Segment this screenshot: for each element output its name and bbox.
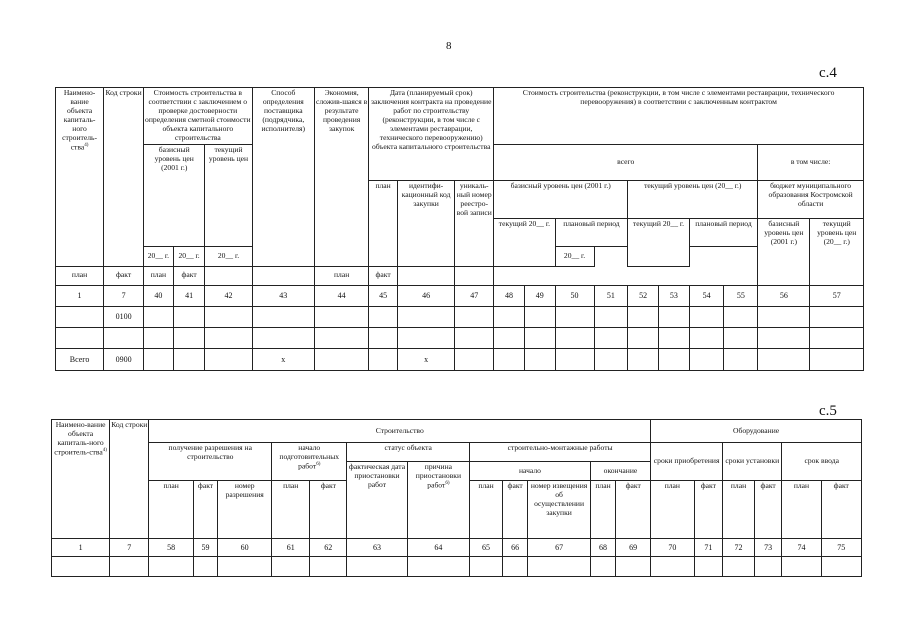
column-number: 67 — [528, 539, 590, 557]
table-row: Всего 0900 x x — [56, 348, 864, 370]
column-number: 56 — [758, 285, 810, 306]
header-name: Наимено-вание объекта капиталь-ного строитель-ства$^{4)}$ — [56, 88, 104, 267]
column-number: 58 — [149, 539, 193, 557]
column-number: 54 — [689, 285, 724, 306]
header-fact: факт — [173, 266, 205, 285]
header-base-level-2001: базисный уровень цен (2001 г.) — [494, 180, 628, 218]
column-number: 72 — [723, 539, 755, 557]
header-plan: план — [369, 180, 398, 266]
header-suspend-reason: причина приостановки работ$^{6)}$ — [407, 462, 469, 539]
header-install-terms: сроки установки — [723, 443, 782, 481]
column-number: 47 — [455, 285, 494, 306]
header-method: Способ определения поставщика (подрядчика, исполнителя) — [252, 88, 314, 267]
header-acquire-terms: сроки приобретения — [651, 443, 723, 481]
column-number: 41 — [173, 285, 205, 306]
column-number: 71 — [694, 539, 723, 557]
column-number: 74 — [782, 539, 821, 557]
header-plan: план — [56, 266, 104, 285]
table-row — [52, 557, 862, 577]
header-ident-code: идентифи-кационный код закупки — [397, 180, 454, 266]
header-fact: факт — [616, 481, 651, 539]
row-name — [56, 306, 104, 327]
header-plan: план — [272, 481, 310, 539]
header-actual-suspend: фактическая дата приостановки работ — [347, 462, 407, 539]
header-plan: план — [315, 266, 369, 285]
header-install-works: строительно-монтажные работы — [470, 443, 651, 462]
header-registry-num: уникаль-ный номер реестро-вой записи — [455, 180, 494, 266]
column-number: 53 — [658, 285, 689, 306]
header-total: всего — [494, 144, 758, 180]
header-fact: факт — [310, 481, 347, 539]
column-number: 70 — [651, 539, 694, 557]
column-number: 59 — [193, 539, 217, 557]
header-code: Код строки — [110, 420, 149, 539]
header-fact: факт — [369, 266, 398, 285]
header-year: 20__ г. — [555, 246, 594, 266]
header-plan: план — [144, 266, 174, 285]
column-number: 57 — [810, 285, 864, 306]
header-prep-start: начало подготовительных работ$^{6)}$ — [272, 443, 347, 481]
header-end: окончание — [590, 462, 650, 481]
header-current-year: текущий 20__ г. — [628, 218, 689, 266]
header-notice-num: номер извещения об осуществлении закупки — [528, 481, 590, 539]
header-year: 20__ г. — [173, 246, 205, 266]
column-number: 49 — [524, 285, 555, 306]
column-number: 50 — [555, 285, 594, 306]
column-number: 43 — [252, 285, 314, 306]
header-object-status: статус объекта — [347, 443, 470, 462]
header-name: Наимено-вание объекта капиталь-ного строитель-ства$^{4)}$ — [52, 420, 110, 539]
column-number: 1 — [52, 539, 110, 557]
column-number: 48 — [494, 285, 525, 306]
header-plan: план — [590, 481, 615, 539]
header-year: 20__ г. — [205, 246, 252, 266]
column-number: 66 — [502, 539, 527, 557]
row-code: 0900 — [104, 348, 144, 370]
header-plan: план — [149, 481, 193, 539]
header-current-year: текущий 20__ г. — [494, 218, 555, 266]
column-number: 68 — [590, 539, 615, 557]
table-row — [56, 327, 864, 348]
column-number: 7 — [110, 539, 149, 557]
column-number: 64 — [407, 539, 469, 557]
header-including: в том числе: — [758, 144, 864, 180]
row-code: 0100 — [104, 306, 144, 327]
header-contract-date: Дата (планируемый срок) заключения контракта на проведение работ по строительству (реконструкции, в том числе с элементами реставрации, технического перевооружению) объекта капитального строительства — [369, 88, 494, 181]
header-construction: Строительство — [149, 420, 651, 443]
header-current-level-20: текущий уровень цен (20__ г.) — [628, 180, 758, 218]
page-number: 8 — [446, 40, 452, 52]
column-numbers-row — [52, 539, 862, 557]
column-number: 45 — [369, 285, 398, 306]
column-number: 44 — [315, 285, 369, 306]
header-plan: план — [651, 481, 694, 539]
header-equipment: Оборудование — [651, 420, 862, 443]
header-start: начало — [470, 462, 591, 481]
section-label-c4: с.4 — [819, 65, 837, 81]
header-fact: факт — [754, 481, 782, 539]
header-current-level: текущий уровень цен — [205, 144, 252, 246]
column-number: 69 — [616, 539, 651, 557]
header-cost-check: Стоимость строительства в соответствии с заключением о проверке достоверности определения сметной стоимости объекта капитального строительства — [144, 88, 253, 145]
column-numbers-row — [56, 285, 864, 306]
row-name — [56, 327, 104, 348]
header-municipal-budget: бюджет муниципального образования Костромской области — [758, 180, 864, 218]
table-row — [56, 306, 864, 327]
header-plan: план — [782, 481, 821, 539]
header-contract-cost: Стоимость строительства (реконструкции, в том числе с элементами реставрации, технического перевооружения) в соответствии с заключенным контрактом — [494, 88, 864, 145]
column-number: 75 — [821, 539, 861, 557]
header-permit: получение разрешения на строительство — [149, 443, 272, 481]
column-number: 52 — [628, 285, 659, 306]
header-fact: факт — [193, 481, 217, 539]
column-number: 55 — [724, 285, 758, 306]
row-name-total: Всего — [56, 348, 104, 370]
header-base-2001: базисный уровень цен (2001 г.) — [758, 218, 810, 285]
section-label-c5: с.5 — [819, 403, 837, 419]
column-number: 60 — [218, 539, 272, 557]
column-number: 65 — [470, 539, 503, 557]
column-number: 40 — [144, 285, 174, 306]
column-number: 73 — [754, 539, 782, 557]
header-fact: факт — [104, 266, 144, 285]
column-number: 46 — [397, 285, 454, 306]
table-c4 — [55, 87, 864, 371]
header-year: 20__ г. — [144, 246, 174, 266]
header-plan: план — [470, 481, 503, 539]
header-code: Код строки — [104, 88, 144, 267]
header-plan: план — [723, 481, 755, 539]
header-economy: Экономия, сложив-шаяся в результате проведения закупок — [315, 88, 369, 267]
header-base-level: базисный уровень цен (2001 г.) — [144, 144, 205, 246]
header-permit-num: номер разрешения — [218, 481, 272, 539]
column-number: 1 — [56, 285, 104, 306]
header-commission-term: срок ввода — [782, 443, 862, 481]
header-fact: факт — [502, 481, 527, 539]
column-number: 51 — [594, 285, 628, 306]
header-current-20: текущий уровень цен (20__ г.) — [810, 218, 864, 285]
column-number: 42 — [205, 285, 252, 306]
header-fact: факт — [694, 481, 723, 539]
column-number: 62 — [310, 539, 347, 557]
header-planned-period: плановый период — [555, 218, 628, 246]
header-fact: факт — [821, 481, 861, 539]
column-number: 7 — [104, 285, 144, 306]
header-planned-period: плановый период — [689, 218, 758, 246]
row-code — [104, 327, 144, 348]
column-number: 61 — [272, 539, 310, 557]
column-number: 63 — [347, 539, 407, 557]
table-c5 — [51, 419, 862, 577]
